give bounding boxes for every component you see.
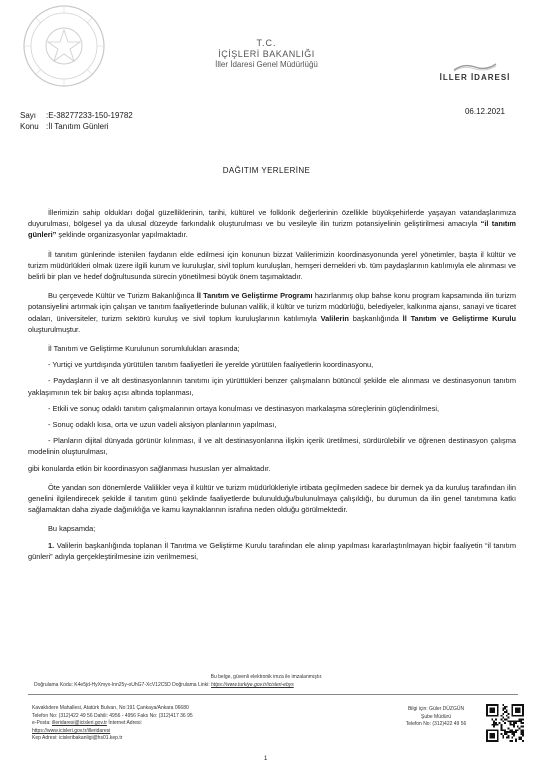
p3-valilerin: Valilerin	[320, 313, 349, 323]
bullet-3: - Etkili ve sonuç odaklı tanıtım çalışmalarının ortaya konulması ve destinasyon markalaşma süreçlerinin güçlendirilmesi,	[48, 403, 440, 413]
address-block	[32, 705, 292, 743]
email-label: e-Posta:	[32, 720, 53, 727]
paragraph-6: Bu kapsamda;	[48, 524, 96, 534]
bullet-summary: gibi konularda etkin bir koordinasyon sağlanması hususları yer almaktadır.	[28, 463, 271, 473]
brand-name: İLLER İDARESİ	[439, 73, 511, 82]
bullet-1: - Yurtiçi ve yurtdışında yürütülen tanıtım faaliyetleri ile yerelde yürütülen faaliyetlerin koordinasyonu,	[48, 360, 374, 370]
republic-label: T.C.	[256, 38, 277, 48]
verification-line	[34, 682, 514, 688]
iller-idaresi-logo	[452, 62, 498, 72]
letter-body	[28, 207, 516, 562]
ministry-seal-icon	[20, 2, 108, 90]
qr-code[interactable]	[486, 704, 524, 742]
p3-text-mid: hazırlanmış olup bahse konu program kapsamında ilin turizm potansiyelini artırmak için çalışan ve tanıtım faaliyetlerinde bulunan valilik, il kültür ve turizm müdürlüğü, belediyeler, kalkınma ajansı, sanayi ve ticaret odaları, üniversiteler, turizm sektörü kuruluş ve sivil toplum kuruluşlarının katılımıyla	[28, 291, 517, 323]
p3-text-end: oluşturulmuştur.	[28, 324, 81, 334]
p3-text: Bu çerçevede Kültür ve Turizm Bakanlığınca	[48, 291, 197, 301]
p3-program-name: İl Tanıtım ve Geliştirme Programı	[196, 291, 313, 301]
paragraph-1	[28, 207, 516, 241]
page-number: 1	[264, 756, 268, 762]
contact-block	[388, 706, 484, 729]
bullet-5: - Planların dijital dünyada görünür kılınması, il ve alt destinasyonlarına ilişkin içerik üretilmesi, sürdürülebilir ve öğrenen destinasyon çalışma modelinin oluşturulması,	[28, 436, 516, 457]
verification-link[interactable]: https://www.turkiye.gov.tr/icisleri-ebys	[211, 682, 294, 688]
item-number: 1.	[48, 540, 57, 550]
sayi-label: Sayı	[20, 111, 37, 120]
ministry-name: İÇİŞLERİ BAKANLIĞI	[218, 49, 315, 59]
website-label: İnternet Adresi:	[107, 720, 143, 727]
document-meta	[20, 110, 133, 132]
paragraph-3	[28, 290, 516, 335]
konu-label: Konu	[20, 122, 39, 131]
paragraph-5: Öte yandan son dönemlerde Valilikler veya il kültür ve turizm müdürlükleriyle irtibata geçilmeden sadece bir dernek ya da kuruluş tarafından ilin genelini ilgilendirecek şekilde il tanıtım günü şeklinde faaliyetlerde bulunulduğu/bulunulmaya çalışıldığı, bu durumun da ilin genel tanıtımına katkı sağlamaktan daha ziyade dağınıklığa ve kamu kaynaklarının israfına neden olduğu görülmektedir.	[28, 482, 516, 515]
paragraph-2: İl tanıtım günlerinde istenilen faydanın elde edilmesi için konunun bizzat Valilerimizin koordinasyonunda yerel yönetimler, başta il kültür ve turizm müdürlükleri olmak üzere ilgili kurum ve kuruluşlar, sivil toplum kuruluşları, hemşeri dernekleri vb. tüm paydaşlarının katılımıyla ele alınması ve belirli bir plan ve hedef doğrultusunda sürecin yönetilmesi büyük önem taşımaktadır.	[28, 249, 516, 282]
konu-row	[20, 121, 133, 132]
contact-phone: Telefon No: (312)422 49 56	[405, 721, 467, 728]
p3-text-mid2: başkanlığında	[348, 313, 403, 323]
sayi-row	[20, 110, 133, 121]
recipient-heading: DAĞITIM YERLERİNE	[222, 166, 311, 175]
konu-value: :İl Tanıtım Günleri	[46, 122, 109, 131]
bullet-2: - Paydaşların il ve alt destinasyonlarının tanıtımı için yürüttükleri benzer çalışmaların bütüncül şekilde ele alınması ve destinasyonun tanıtım yaklaşımının tek bir bakış açısı altında toplanması,	[28, 376, 516, 397]
contact-title: Şube Müdürü	[420, 713, 452, 720]
p1-text: İllerimizin sahip oldukları doğal güzelliklerinin, tarihi, kültürel ve folklorik değerlerinin özellikle büyükşehirlerde yaşayan vatandaşlarımıza duyurulması, bölgesel ya da ulusal düzeyde farkındalık oluşturulması ve bu vesileyle ilin turizm potansiyelinin geliştirilmesi amacıyla	[28, 208, 516, 229]
contact-person: Bilgi için: Güler DÜZGÜN	[407, 706, 465, 712]
kep-address: Kep Adresi: icisleribakanligi@hs01.kep.tr	[32, 735, 123, 742]
bullet-4: - Sonuç odaklı kısa, orta ve uzun vadeli aksiyon planlarının yapılması,	[48, 420, 277, 430]
address-line-1: Kavaklıdere Mahallesi, Atatürk Bulvarı, No:191 Çankaya/Ankara 06680	[32, 705, 189, 711]
p1-emphasis: “il tanıtım günleri”	[28, 219, 516, 240]
email-link[interactable]: illeridaresi@icisleri.gov.tr	[52, 720, 108, 727]
esign-note: Bu belge, güvenli elektronik imza ile imzalanmıştır.	[210, 674, 323, 680]
p3-kurul-name: İl Tanıtım ve Geliştirme Kurulu	[402, 313, 516, 323]
footer-divider	[28, 694, 518, 695]
address-line-3	[32, 720, 292, 728]
sayi-value: :E-38277233-150-19782	[46, 111, 133, 120]
directorate-name: İller İdaresi Genel Müdürlüğü	[215, 60, 318, 69]
address-line-2: Telefon No: (312)422 49 56 Dahili: 4956 - 4956 Faks No: (312)417 36 95	[32, 712, 193, 719]
brand-block	[432, 62, 518, 82]
paragraph-7	[28, 540, 516, 562]
p1-text-end: şeklinde organizasyonlar yapılmaktadır.	[56, 230, 188, 240]
letterhead	[150, 38, 383, 70]
website-link[interactable]: https://www.icisleri.gov.tr/illeridaresi	[32, 727, 111, 734]
paragraph-4: İl Tanıtım ve Geliştirme Kurulunun sorumlulukları arasında;	[48, 344, 240, 354]
verification-code: Doğrulama Kodu: K4e5jd-HyXmyx-Inn25y-oUhG7-XcV12C5D Doğrulama Linki:	[34, 682, 212, 688]
item-text: Valilerin başkanlığında toplanan İl Tanıtma ve Geliştirme Kurulu tarafından ele alınıp yapılması kararlaştırılmayan hiçbir faaliyetin “il tanıtım günleri” adıyla gerçekleştirilmesine izin verilmemesi,	[28, 540, 516, 561]
document-date: 06.12.2021	[464, 107, 505, 116]
